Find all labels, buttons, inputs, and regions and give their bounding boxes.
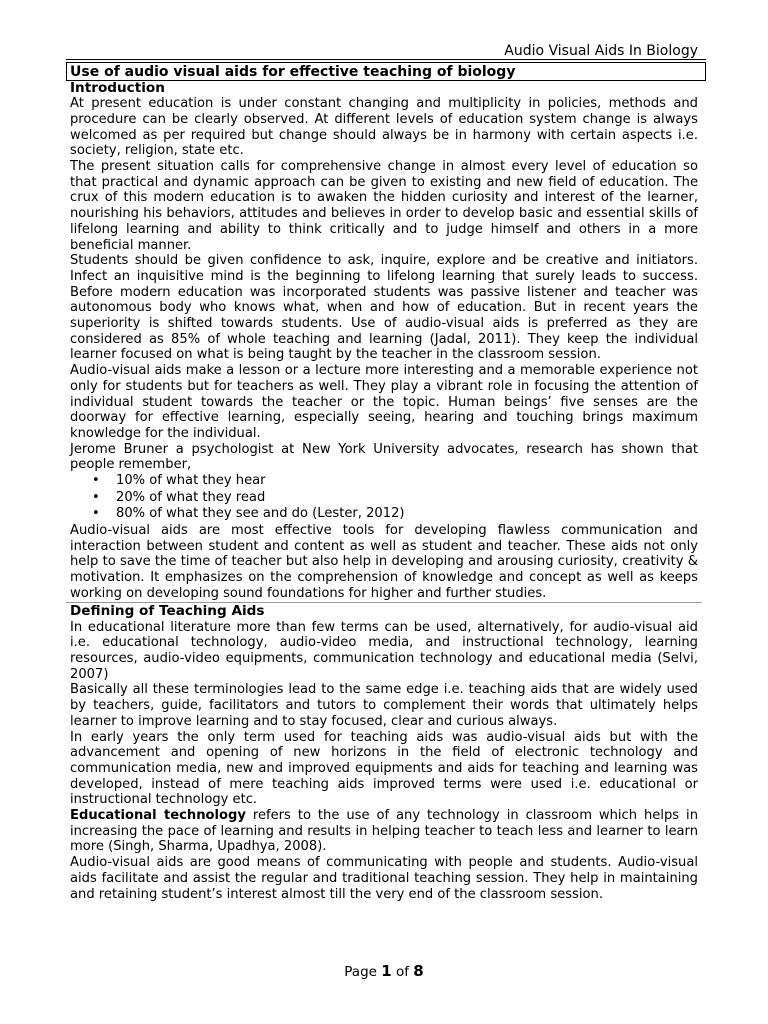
of-label: of [395, 964, 409, 980]
section-heading-introduction: Introduction [70, 80, 165, 96]
total-pages-number: 8 [413, 962, 424, 980]
title-box [66, 62, 706, 81]
list-item: • 10% of what they hear [92, 473, 266, 489]
page-label: Page [344, 964, 377, 980]
document-title: Use of audio visual aids for effective teaching of biology [70, 64, 516, 80]
list-item: • 20% of what they read [92, 489, 266, 505]
paragraph: In educational literature more than few terms can be used, alternatively, for audio-visual aid i.e. educational technology, audio-video media, and instructional technology, learning resources, audio-video equipments, communication technology and educational media (Selvi, 2007) [70, 619, 698, 682]
page-footer [0, 962, 768, 981]
paragraph: Educational technology refers to the use of any technology in classroom which helps in increasing the pace of learning and results in helping teacher to teach less and learner to learn more (Singh, Sharma, Upadhya, 2008). [70, 808, 698, 855]
bullet-list [70, 473, 698, 523]
paragraph: Audio-visual aids are good means of communicating with people and students. Audio-visual aids facilitate and assist the regular and traditional teaching session. They help in maintaining and retaining student’s interest almost till the very end of the classroom session. [70, 855, 698, 902]
paragraph: The present situation calls for comprehensive change in almost every level of education so that practical and dynamic approach can be given to existing and new field of education. The crux of this modern education is to awaken the hidden curiosity and interest of the learner, nourishing his behaviors, attitudes and believes in order to develop basic and essential skills of lifelong learning and ability to think critically and to judge himself and others in a more beneficial manner. [70, 159, 698, 253]
paragraph: Students should be given confidence to ask, inquire, explore and be creative and initiators. Infect an inquisitive mind is the beginning to lifelong learning that surely leads to success. Before modern education was incorporated students was passive listener and teacher was autonomous body who knows what, when and how of education. But in recent years the superiority is shifted towards students. Use of audio-visual aids is preferred as they are considered as 85% of whole teaching and learning (Jadal, 2011). They keep the individual learner focused on what is being taught by the teacher in the classroom session. [70, 253, 698, 363]
paragraph: Basically all these terminologies lead to the same edge i.e. teaching aids that are widely used by teachers, guide, facilitators and tutors to complement their words that ultimately helps learner to improve learning and to stay focused, clear and curious always. [70, 682, 698, 729]
header-rule [66, 59, 706, 60]
bold-term: Educational technology [70, 808, 246, 824]
paragraph: Jerome Bruner a psychologist at New York University advocates, research has shown that people remember, [70, 441, 698, 473]
paragraph: At present education is under constant changing and multiplicity in policies, methods and procedure can be clearly observed. At different levels of education system change is always welcomed as per required but change should always be in harmony with certain aspects i.e. society, religion, state etc. [70, 96, 698, 159]
paragraph: Audio-visual aids make a lesson or a lecture more interesting and a memorable experience not only for students but for teachers as well. They play a vibrant role in focusing the attention of individual student towards the teacher or the topic. Human beings’ five senses are the doorway for effective learning, especially seeing, hearing and touching brings maximum knowledge for the individual. [70, 363, 698, 441]
bullet-icon: • [92, 506, 100, 522]
paragraph: In early years the only term used for teaching aids was audio-visual aids but with the advancement and opening of new horizons in the field of electronic technology and communication media, new and improved equipments and aids for teaching and learning was developed, instead of mere teaching aids improved terms were used i.e. educational or instructional technology etc. [70, 729, 698, 808]
section-heading-defining: Defining of Teaching Aids [70, 603, 265, 620]
paragraph: Audio-visual aids are most effective tools for developing flawless communication and interaction between student and content as well as student and teacher. These aids not only help to save the time of teacher but also help in developing and arousing curiosity, creativity & motivation. It emphasizes on the comprehension of knowledge and concept as well as keeps working on developing sound foundations for higher and further studies. [70, 522, 698, 601]
list-item: • 80% of what they see and do (Lester, 2012) [92, 506, 405, 522]
bullet-icon: • [92, 489, 100, 505]
body-column [70, 80, 698, 902]
running-header: Audio Visual Aids In Biology [504, 43, 698, 59]
bullet-icon: • [92, 473, 100, 489]
current-page-number: 1 [381, 962, 392, 980]
